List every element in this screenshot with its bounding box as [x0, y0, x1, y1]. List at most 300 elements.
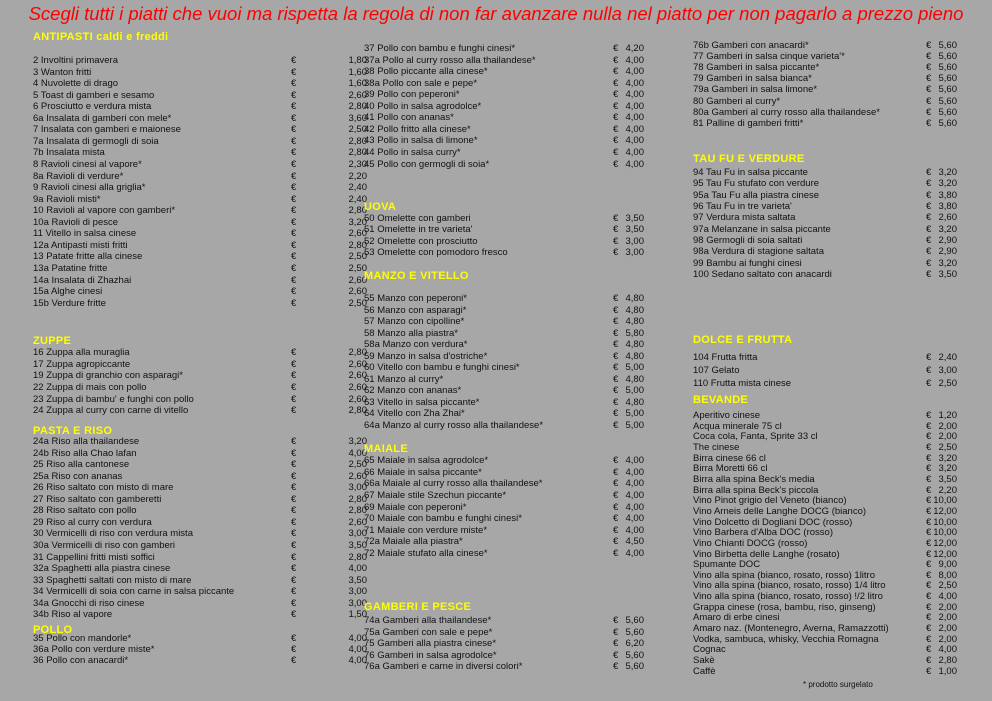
currency-symbol: € — [291, 112, 297, 124]
currency-symbol: € — [291, 228, 297, 240]
currency-symbol: € — [613, 224, 619, 236]
menu-item — [33, 66, 367, 78]
menu-item — [693, 269, 957, 280]
item-price: 5,00 — [625, 362, 644, 373]
currency-symbol: € — [291, 147, 297, 159]
menu-item — [693, 201, 957, 212]
menu-item — [364, 650, 644, 661]
currency-symbol: € — [926, 95, 932, 107]
item-name: 10a Ravioli di pesce — [33, 216, 119, 228]
currency-symbol: € — [926, 189, 932, 201]
currency-symbol: € — [926, 62, 932, 74]
item-price: 3,20 — [938, 257, 957, 269]
currency-symbol: € — [613, 304, 619, 316]
menu-item — [33, 147, 367, 159]
item-price: 3,00 — [938, 364, 957, 376]
item-name: 30a Vermicelli di riso con gamberi — [33, 540, 176, 551]
currency-symbol: € — [291, 447, 297, 459]
menu-item — [693, 51, 957, 62]
currency-symbol: € — [291, 274, 297, 286]
currency-symbol: € — [291, 644, 297, 655]
currency-symbol: € — [613, 327, 619, 339]
currency-symbol: € — [613, 43, 619, 54]
item-price: 2,80 — [348, 239, 367, 251]
section-title: MAIALE — [364, 443, 408, 455]
item-price: 3,20 — [938, 178, 957, 190]
menu-item — [693, 634, 957, 645]
item-price: 3,00 — [348, 528, 367, 540]
currency-symbol: € — [926, 484, 932, 496]
menu-item — [364, 502, 644, 513]
menu-item — [33, 597, 367, 609]
item-price: 2,80 — [348, 505, 367, 517]
item-name: 57 Manzo con cipolline* — [364, 316, 465, 327]
menu-item — [364, 78, 644, 89]
currency-symbol: € — [613, 615, 619, 626]
menu-item — [364, 627, 644, 638]
currency-symbol: € — [613, 123, 619, 135]
currency-symbol: € — [291, 574, 297, 586]
currency-symbol: € — [613, 466, 619, 478]
menu-item — [33, 170, 367, 182]
menu-item — [693, 40, 957, 51]
item-price: 2,50 — [938, 441, 957, 453]
item-price: 8,00 — [938, 569, 957, 581]
currency-symbol: € — [926, 167, 932, 178]
item-price: 3,50 — [348, 574, 367, 586]
item-name: 100 Sedano saltato con anacardi — [693, 269, 832, 281]
section-title: DOLCE E FRUTTA — [693, 334, 793, 346]
item-price: 2,60 — [348, 393, 367, 405]
currency-symbol: € — [926, 548, 932, 560]
menu-item — [693, 559, 957, 570]
item-name: 38a Pollo con sale e pepe* — [364, 77, 478, 89]
menu-item — [364, 124, 644, 135]
menu-item — [33, 633, 367, 644]
item-price: 5,60 — [938, 73, 957, 85]
item-name: 16 Zuppa alla muraglia — [33, 347, 130, 358]
menu-item — [693, 570, 957, 581]
menu-item — [693, 463, 957, 474]
currency-symbol: € — [613, 112, 619, 124]
currency-symbol: € — [291, 158, 297, 170]
item-price: 2,60 — [348, 89, 367, 101]
currency-symbol: € — [926, 473, 932, 485]
item-name: 61 Manzo al curry* — [364, 373, 444, 385]
item-name: Cognac — [693, 644, 726, 656]
item-name: 69 Maiale con peperoni* — [364, 501, 467, 513]
item-price: 5,60 — [938, 106, 957, 118]
menu-item — [33, 101, 367, 113]
item-name: 8 Ravioli cinesi al vapore* — [33, 158, 142, 170]
item-price: 3,50 — [625, 213, 644, 224]
item-price: 3,80 — [938, 201, 957, 213]
section-title: PASTA E RISO — [33, 425, 113, 437]
item-name: 60 Vitello con bambu e funghi cinesi* — [364, 362, 520, 373]
item-name: Sakè — [693, 655, 715, 666]
footnote: * prodotto surgelato — [803, 680, 873, 689]
currency-symbol: € — [926, 527, 932, 539]
menu-item — [364, 638, 644, 649]
item-price: 3,20 — [938, 167, 957, 178]
item-name: 22 Zuppa di mais con pollo — [33, 381, 147, 393]
item-name: 95a Tau Fu alla piastra cinese — [693, 189, 820, 201]
currency-symbol: € — [291, 436, 297, 447]
currency-symbol: € — [613, 54, 619, 66]
item-price: 5,00 — [625, 419, 644, 431]
item-price: 4,00 — [348, 563, 367, 574]
section-title: GAMBERI E PESCE — [364, 601, 472, 613]
currency-symbol: € — [291, 78, 297, 90]
menu-item — [33, 182, 367, 194]
item-name: 7b Insalata mista — [33, 147, 105, 159]
item-price: 1,80 — [348, 55, 367, 66]
section-title: BEVANDE — [693, 394, 749, 406]
item-name: 34a Gnocchi di riso cinese — [33, 597, 145, 609]
item-price: 5,60 — [625, 649, 644, 661]
currency-symbol: € — [926, 516, 932, 528]
currency-symbol: € — [926, 441, 932, 453]
menu-item — [33, 540, 367, 551]
currency-symbol: € — [291, 205, 297, 217]
currency-symbol: € — [926, 665, 932, 677]
item-name: Vino Arneis delle Langhe DOCG (bianco) — [693, 505, 867, 517]
menu-item — [364, 101, 644, 112]
item-name: 81 Palline di gamberi fritti* — [693, 117, 804, 129]
currency-symbol: € — [291, 135, 297, 147]
currency-symbol: € — [291, 405, 297, 417]
item-price: 2,60 — [938, 212, 957, 224]
item-name: 24 Zuppa al curry con carne di vitello — [33, 405, 189, 417]
currency-symbol: € — [926, 235, 932, 247]
currency-symbol: € — [613, 293, 619, 304]
item-name: Birra cinese 66 cl — [693, 452, 766, 464]
currency-symbol: € — [926, 452, 932, 464]
menu-item — [364, 339, 644, 350]
menu-item — [364, 328, 644, 339]
item-name: 76 Gamberi in salsa agrodolce* — [364, 649, 497, 661]
item-price: 4,00 — [625, 478, 644, 490]
item-price: 2,60 — [348, 228, 367, 240]
item-price: 4,00 — [348, 633, 367, 644]
currency-symbol: € — [926, 223, 932, 235]
menu-item — [33, 358, 367, 370]
menu-item — [693, 527, 957, 538]
item-price: 2,60 — [348, 370, 367, 382]
item-price: 2,80 — [348, 347, 367, 358]
menu-item — [693, 421, 957, 432]
section-title: UOVA — [364, 201, 397, 213]
item-name: 70 Maiale con bambu e funghi cinesi* — [364, 513, 522, 525]
currency-symbol: € — [926, 655, 932, 666]
item-price: 4,00 — [348, 447, 367, 459]
currency-symbol: € — [613, 626, 619, 638]
item-price: 2,80 — [938, 655, 957, 666]
menu-item — [693, 73, 957, 84]
menu-item — [693, 602, 957, 613]
currency-symbol: € — [291, 251, 297, 263]
item-name: 34 Vermicelli di soia con carne in salsa piccante — [33, 586, 235, 598]
menu-item — [364, 89, 644, 100]
menu-item — [364, 55, 644, 66]
currency-symbol: € — [291, 347, 297, 358]
item-name: 37a Pollo al curry rosso alla thailandese* — [364, 54, 536, 66]
item-name: Birra alla spina Beck's media — [693, 473, 815, 485]
item-name: 42 Pollo fritto alla cinese* — [364, 123, 471, 135]
menu-item — [33, 228, 367, 240]
item-name: 96 Tau Fu in tre varieta' — [693, 201, 792, 213]
menu-item — [693, 118, 957, 129]
menu-item — [33, 158, 367, 170]
currency-symbol: € — [613, 649, 619, 661]
item-name: 51 Omelette in tre varieta' — [364, 224, 473, 236]
item-price: 2,80 — [348, 405, 367, 417]
currency-symbol: € — [926, 591, 932, 602]
menu-item — [33, 586, 367, 598]
menu-item — [693, 224, 957, 235]
item-price: 2,00 — [938, 420, 957, 432]
menu-item — [33, 447, 367, 459]
item-name: 31 Cappellini fritti misti soffici — [33, 551, 155, 563]
menu-item — [33, 381, 367, 393]
menu-item — [33, 516, 367, 528]
item-price: 1,60 — [348, 66, 367, 78]
currency-symbol: € — [926, 269, 932, 281]
item-name: 30 Vermicelli di riso con verdura mista — [33, 528, 193, 540]
item-name: 79 Gamberi in salsa bianca* — [693, 73, 812, 85]
menu-item — [364, 147, 644, 158]
menu-item — [364, 305, 644, 316]
menu-item — [33, 347, 367, 358]
item-name: 64a Manzo al curry rosso alla thailandese* — [364, 419, 544, 431]
currency-symbol: € — [613, 316, 619, 327]
item-name: 59 Manzo in salsa d'ostriche* — [364, 350, 488, 362]
item-name: 36a Pollo con verdure miste* — [33, 644, 155, 655]
item-price: 4,00 — [625, 146, 644, 158]
menu-item — [364, 66, 644, 77]
item-price: 12,00 — [933, 505, 957, 517]
item-price: 3,00 — [348, 586, 367, 598]
currency-symbol: € — [291, 239, 297, 251]
item-name: 52 Omelette con prosciutto — [364, 235, 478, 247]
currency-symbol: € — [291, 540, 297, 551]
menu-item — [364, 408, 644, 419]
menu-item — [33, 609, 367, 621]
menu-item — [33, 89, 367, 101]
currency-symbol: € — [613, 419, 619, 431]
item-name: 15a Alghe cinesi — [33, 286, 103, 297]
currency-symbol: € — [291, 297, 297, 309]
item-price: 2,00 — [938, 431, 957, 443]
item-name: 63 Vitello in salsa piccante* — [364, 396, 480, 408]
currency-symbol: € — [291, 193, 297, 205]
menu-item — [33, 405, 367, 417]
menu-item — [693, 612, 957, 623]
item-name: 7a Insalata di germogli di soia — [33, 135, 159, 147]
menu-item — [364, 293, 644, 304]
item-price: 2,40 — [348, 182, 367, 194]
item-name: 6 Prosciutto e verdura mista — [33, 101, 152, 113]
menu-item — [693, 365, 957, 376]
currency-symbol: € — [613, 408, 619, 419]
menu-item — [33, 436, 367, 447]
menu-item — [693, 666, 957, 677]
item-price: 5,60 — [938, 40, 957, 51]
currency-symbol: € — [926, 505, 932, 517]
menu-item — [693, 517, 957, 528]
item-price: 1,00 — [938, 665, 957, 677]
menu-item — [693, 62, 957, 73]
item-name: 13 Patate fritte alla cinese — [33, 251, 143, 263]
currency-symbol: € — [291, 470, 297, 482]
item-price: 9,00 — [938, 559, 957, 571]
item-name: 77 Gamberi in salsa cinque varieta'* — [693, 51, 845, 63]
item-name: 9a Ravioli misti* — [33, 193, 101, 205]
item-price: 4,80 — [625, 396, 644, 408]
currency-symbol: € — [926, 364, 932, 376]
currency-symbol: € — [291, 216, 297, 228]
item-price: 3,00 — [625, 235, 644, 247]
menu-item — [693, 549, 957, 560]
item-price: 3,20 — [938, 223, 957, 235]
menu-item — [364, 112, 644, 123]
currency-symbol: € — [291, 586, 297, 598]
item-name: 24b Riso alla Chao lafan — [33, 447, 137, 459]
item-name: 10 Ravioli al vapore con gamberi* — [33, 205, 176, 217]
currency-symbol: € — [291, 89, 297, 101]
menu-item — [33, 239, 367, 251]
currency-symbol: € — [926, 201, 932, 213]
menu-item — [364, 247, 644, 258]
item-name: 28 Riso saltato con pollo — [33, 505, 137, 517]
item-name: 32a Spaghetti alla piastra cinese — [33, 563, 171, 574]
currency-symbol: € — [926, 559, 932, 571]
item-name: 78 Gamberi in salsa piccante* — [693, 62, 820, 74]
item-price: 12,00 — [933, 548, 957, 560]
item-name: 5 Toast di gamberi e sesamo — [33, 89, 155, 101]
item-price: 2,80 — [348, 135, 367, 147]
menu-item — [33, 251, 367, 263]
item-name: 64 Vitello con Zha Zhai* — [364, 408, 465, 419]
menu-item — [33, 482, 367, 494]
item-price: 4,80 — [625, 339, 644, 350]
item-price: 4,00 — [625, 489, 644, 501]
item-price: 5,80 — [625, 327, 644, 339]
section-title: POLLO — [33, 624, 73, 636]
item-name: 35 Pollo con mandorle* — [33, 633, 132, 644]
currency-symbol: € — [613, 478, 619, 490]
item-name: 4 Nuvolette di drago — [33, 78, 119, 90]
menu-item — [33, 459, 367, 471]
item-price: 2,60 — [348, 470, 367, 482]
currency-symbol: € — [613, 66, 619, 78]
currency-symbol: € — [926, 51, 932, 63]
item-name: 99 Bambu ai funghi cinesi — [693, 257, 802, 269]
item-price: 4,00 — [625, 501, 644, 513]
currency-symbol: € — [926, 633, 932, 645]
item-price: 10,00 — [933, 516, 957, 528]
currency-symbol: € — [613, 158, 619, 170]
menu-item — [33, 124, 367, 136]
menu-item — [364, 661, 644, 672]
item-name: 53 Omelette con pomodoro fresco — [364, 246, 508, 258]
item-name: 110 Frutta mista cinese — [693, 377, 792, 389]
item-price: 2,80 — [348, 205, 367, 217]
currency-symbol: € — [291, 101, 297, 113]
currency-symbol: € — [613, 213, 619, 224]
item-name: 72a Maiale alla piastra* — [364, 536, 463, 548]
item-name: Birra Moretti 66 cl — [693, 463, 768, 475]
menu-item — [33, 78, 367, 90]
item-name: Amaro naz. (Montenegro, Averna, Ramazzotti) — [693, 623, 889, 634]
menu-item — [33, 574, 367, 586]
item-name: 104 Frutta fritta — [693, 352, 758, 363]
menu-item — [364, 159, 644, 170]
currency-symbol: € — [291, 597, 297, 609]
item-name: 62 Manzo con ananas* — [364, 385, 462, 396]
currency-symbol: € — [291, 655, 297, 666]
item-price: 10,00 — [933, 527, 957, 539]
menu-item — [693, 623, 957, 634]
item-price: 2,50 — [348, 124, 367, 136]
item-name: Vino alla spina (bianco, rosato, rosso) !/2 litro — [693, 591, 883, 602]
menu-item — [693, 107, 957, 118]
item-name: 98 Germogli di soia saltati — [693, 235, 803, 247]
item-name: Vino Birbetta delle Langhe (rosato) — [693, 548, 840, 560]
currency-symbol: € — [613, 638, 619, 650]
item-name: Birra alla spina Beck's piccola — [693, 484, 819, 496]
currency-symbol: € — [926, 569, 932, 581]
item-name: 17 Zuppa agropiccante — [33, 358, 131, 370]
menu-item — [693, 235, 957, 246]
item-price: 4,00 — [938, 644, 957, 656]
section-title: TAU FU E VERDURE — [693, 153, 805, 165]
currency-symbol: € — [613, 235, 619, 247]
currency-symbol: € — [291, 609, 297, 621]
section-title: ZUPPE — [33, 335, 72, 347]
item-price: 4,00 — [625, 158, 644, 170]
item-price: 4,00 — [348, 644, 367, 655]
currency-symbol: € — [291, 55, 297, 66]
item-price: 2,20 — [938, 484, 957, 496]
item-name: Spumante DOC — [693, 559, 761, 571]
item-price: 2,30 — [348, 158, 367, 170]
currency-symbol: € — [291, 505, 297, 517]
item-name: 37 Pollo con bambu e funghi cinesi* — [364, 43, 516, 54]
currency-symbol: € — [291, 563, 297, 574]
item-price: 4,20 — [625, 43, 644, 54]
currency-symbol: € — [926, 623, 932, 634]
item-name: 38 Pollo piccante alla cinese* — [364, 66, 488, 78]
currency-symbol: € — [291, 124, 297, 136]
item-price: 2,50 — [348, 251, 367, 263]
menu-item — [364, 43, 644, 54]
item-price: 4,00 — [938, 591, 957, 602]
item-name: 12a Antipasti misti fritti — [33, 239, 128, 251]
item-price: 2,00 — [938, 601, 957, 613]
item-price: 3,20 — [938, 463, 957, 475]
item-name: 56 Manzo con asparagi* — [364, 304, 467, 316]
item-name: 66 Maiale in salsa piccante* — [364, 466, 482, 478]
menu-item — [33, 370, 367, 382]
menu-item — [364, 385, 644, 396]
item-price: 2,40 — [348, 193, 367, 205]
menu-item — [33, 193, 367, 205]
currency-symbol: € — [613, 339, 619, 350]
menu-item — [693, 580, 957, 591]
menu-item — [33, 297, 367, 309]
menu-item — [33, 655, 367, 666]
